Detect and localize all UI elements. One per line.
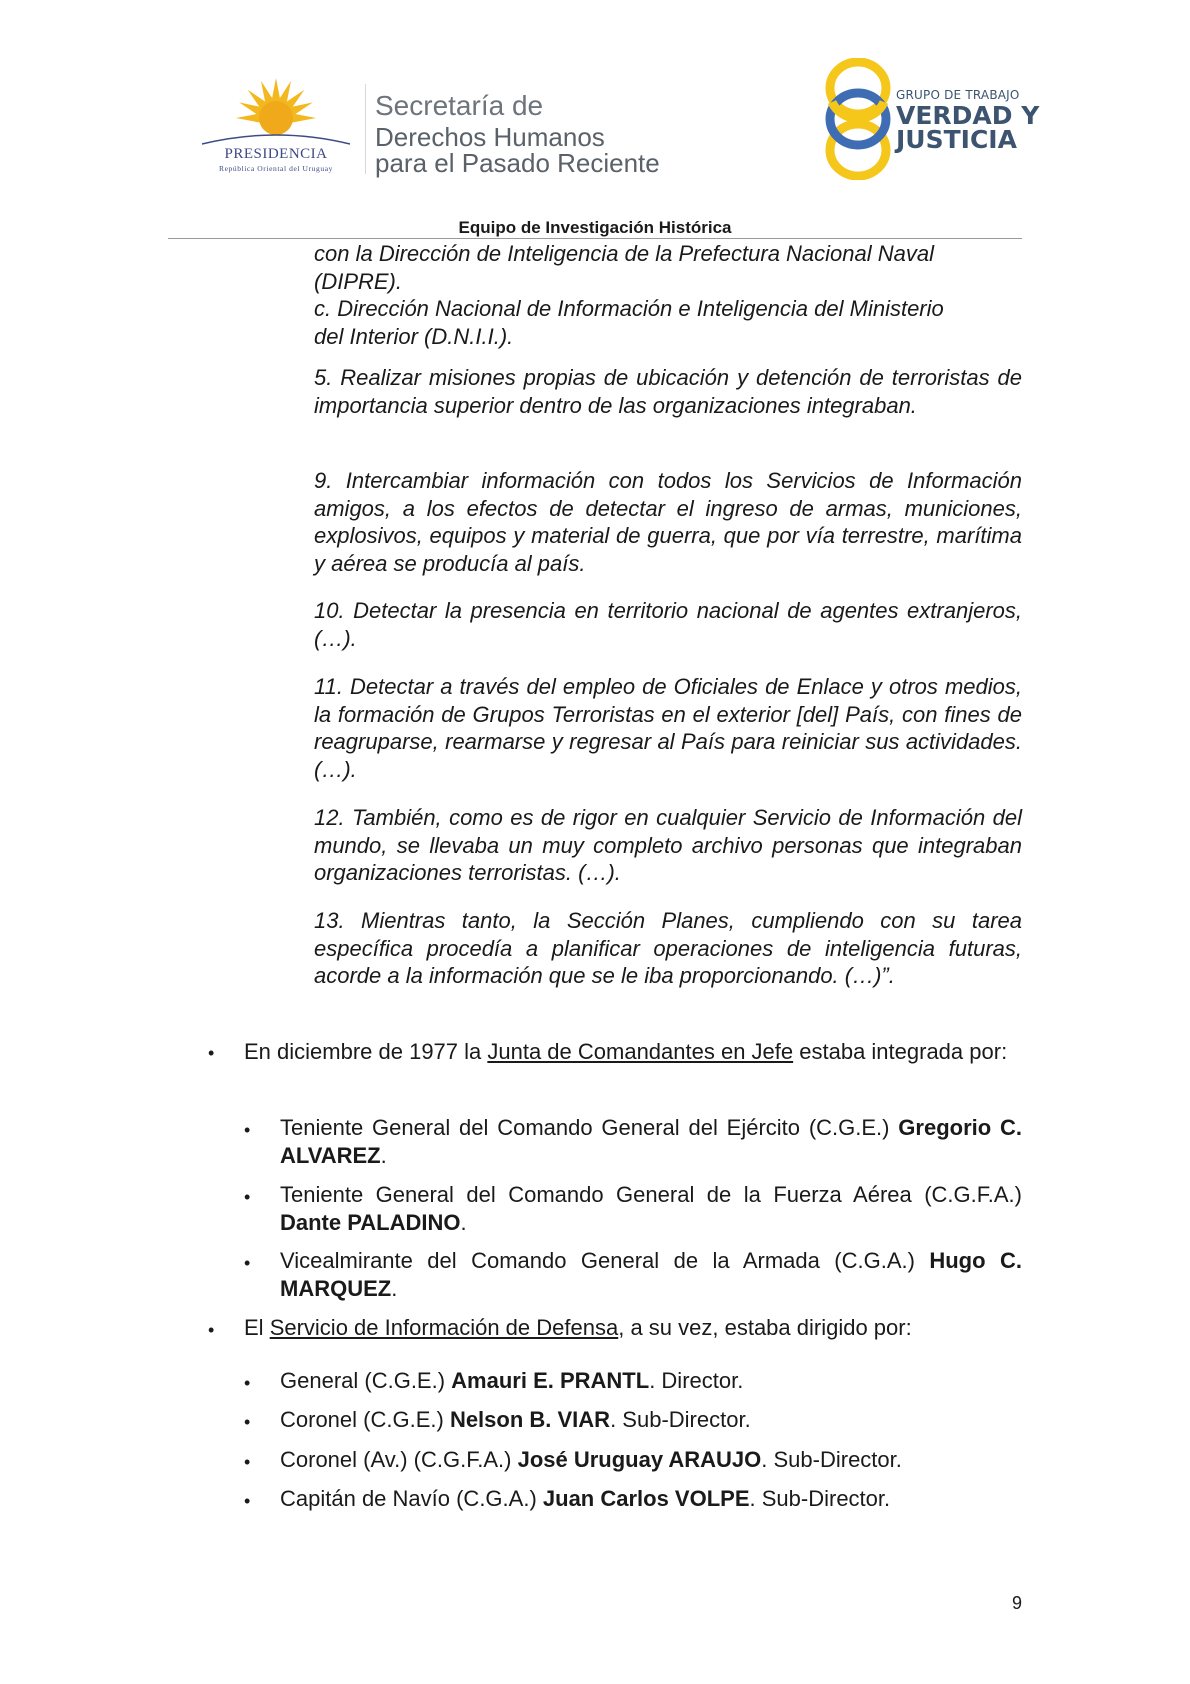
- list-item: Teniente General del Comando General de la Fuerza Aérea (C.G.F.A.) Dante PALADINO.: [280, 1182, 1022, 1235]
- bullet-icon: •: [244, 1412, 251, 1432]
- page-number: 9: [1012, 1593, 1023, 1613]
- bullet-icon: •: [244, 1491, 251, 1511]
- bullet-icon: •: [208, 1320, 215, 1340]
- quote-paragraph-9: 9. Intercambiar información con todos los Servicios de Información amigos, a los efectos de detectar el ingreso de armas, municiones, explosivos, equipos y material de guerra, que por vía terrestre, marítima y aérea se producía al país.: [314, 468, 1022, 576]
- member-name: Gregorio C. ALVAREZ: [280, 1115, 1022, 1168]
- bullet-icon: •: [208, 1043, 215, 1063]
- member-name: Amauri E. PRANTL: [451, 1368, 650, 1393]
- quote-line: del Interior (D.N.I.I.).: [314, 324, 514, 349]
- member-name: Nelson B. VIAR: [449, 1407, 611, 1432]
- member-name: Juan Carlos VOLPE: [542, 1486, 750, 1511]
- junta-paragraph: [244, 1038, 1022, 1066]
- list-item: Coronel (Av.) (C.G.F.A.) José Uruguay ARAUJO. Sub-Director.: [280, 1447, 902, 1472]
- vj-line-3: JUSTICIA: [896, 125, 1017, 154]
- presidencia-wordmark: PRESIDENCIA: [224, 146, 328, 162]
- member-name: Dante PALADINO: [280, 1209, 461, 1235]
- member-name: Hugo C. MARQUEZ: [280, 1248, 1022, 1301]
- list-item: Coronel (C.G.E.) Nelson B. VIAR. Sub-Director.: [280, 1407, 751, 1432]
- quote-paragraph-5: 5. Realizar misiones propias de ubicación y detención de terroristas de importancia superior dentro de las organizaciones integraban.: [314, 365, 1022, 418]
- quote-paragraph-11: 11. Detectar a través del empleo de Oficiales de Enlace y otros medios, la formación de Grupos Terroristas en el exterior [del] País, con fines de reagruparse, rearmarse y regresar al País para reiniciar sus actividades. (…).: [314, 674, 1022, 782]
- quote-line: (DIPRE).: [314, 269, 402, 294]
- header-rule: [168, 238, 1022, 239]
- bullet-icon: •: [244, 1452, 251, 1472]
- list-item: General (C.G.E.) Amauri E. PRANTL. Director.: [280, 1368, 744, 1393]
- bullet-icon: •: [244, 1253, 251, 1273]
- bullet-icon: •: [244, 1373, 251, 1393]
- header-divider: [365, 84, 366, 174]
- bullet-icon: •: [244, 1120, 251, 1140]
- quote-line: con la Dirección de Inteligencia de la Prefectura Nacional Naval: [314, 241, 935, 266]
- verdad-justicia-rings-logo: [818, 58, 898, 180]
- junta-tail: estaba integrada por:: [793, 1039, 1008, 1064]
- junta-link: Junta de Comandantes en Jefe: [487, 1039, 794, 1064]
- vj-line-2: VERDAD Y: [896, 101, 1040, 130]
- list-item: Teniente General del Comando General del Ejército (C.G.E.) Gregorio C. ALVAREZ.: [280, 1115, 1022, 1168]
- vj-line-1: GRUPO DE TRABAJO: [896, 88, 1020, 102]
- bullet-icon: •: [244, 1187, 251, 1207]
- quote-paragraph-10: 10. Detectar la presencia en territorio nacional de agentes extranjeros, (…).: [314, 598, 1022, 651]
- quote-paragraph-12: 12. También, como es de rigor en cualquier Servicio de Información del mundo, se llevaba un muy completo archivo personas que integraban organizaciones terroristas. (…).: [314, 805, 1022, 885]
- secretaria-line-2: Derechos Humanos: [375, 122, 605, 152]
- quote-paragraph-13: 13. Mientras tanto, la Sección Planes, cumpliendo con su tarea específica procedía a planificar operaciones de inteligencia futuras, acorde a la información que se le iba proporcionando. (…)”.: [314, 908, 1022, 988]
- junta-intro: En diciembre de 1977 la: [244, 1039, 488, 1064]
- secretaria-line-1: Secretaría de: [375, 90, 544, 121]
- presidencia-subtitle: República Oriental del Uruguay: [218, 164, 333, 173]
- sid-paragraph: El Servicio de Información de Defensa, a su vez, estaba dirigido por:: [244, 1315, 912, 1340]
- list-item: Vicealmirante del Comando General de la Armada (C.G.A.) Hugo C. MARQUEZ.: [280, 1248, 1022, 1301]
- sid-link: Servicio de Información de Defensa: [269, 1315, 619, 1340]
- secretaria-line-3: para el Pasado Reciente: [375, 148, 660, 178]
- page-header-title: Equipo de Investigación Histórica: [458, 218, 732, 237]
- list-item: Capitán de Navío (C.G.A.) Juan Carlos VOLPE. Sub-Director.: [280, 1486, 891, 1511]
- quote-line: c. Dirección Nacional de Información e Inteligencia del Ministerio: [314, 296, 944, 321]
- member-name: José Uruguay ARAUJO: [517, 1447, 762, 1472]
